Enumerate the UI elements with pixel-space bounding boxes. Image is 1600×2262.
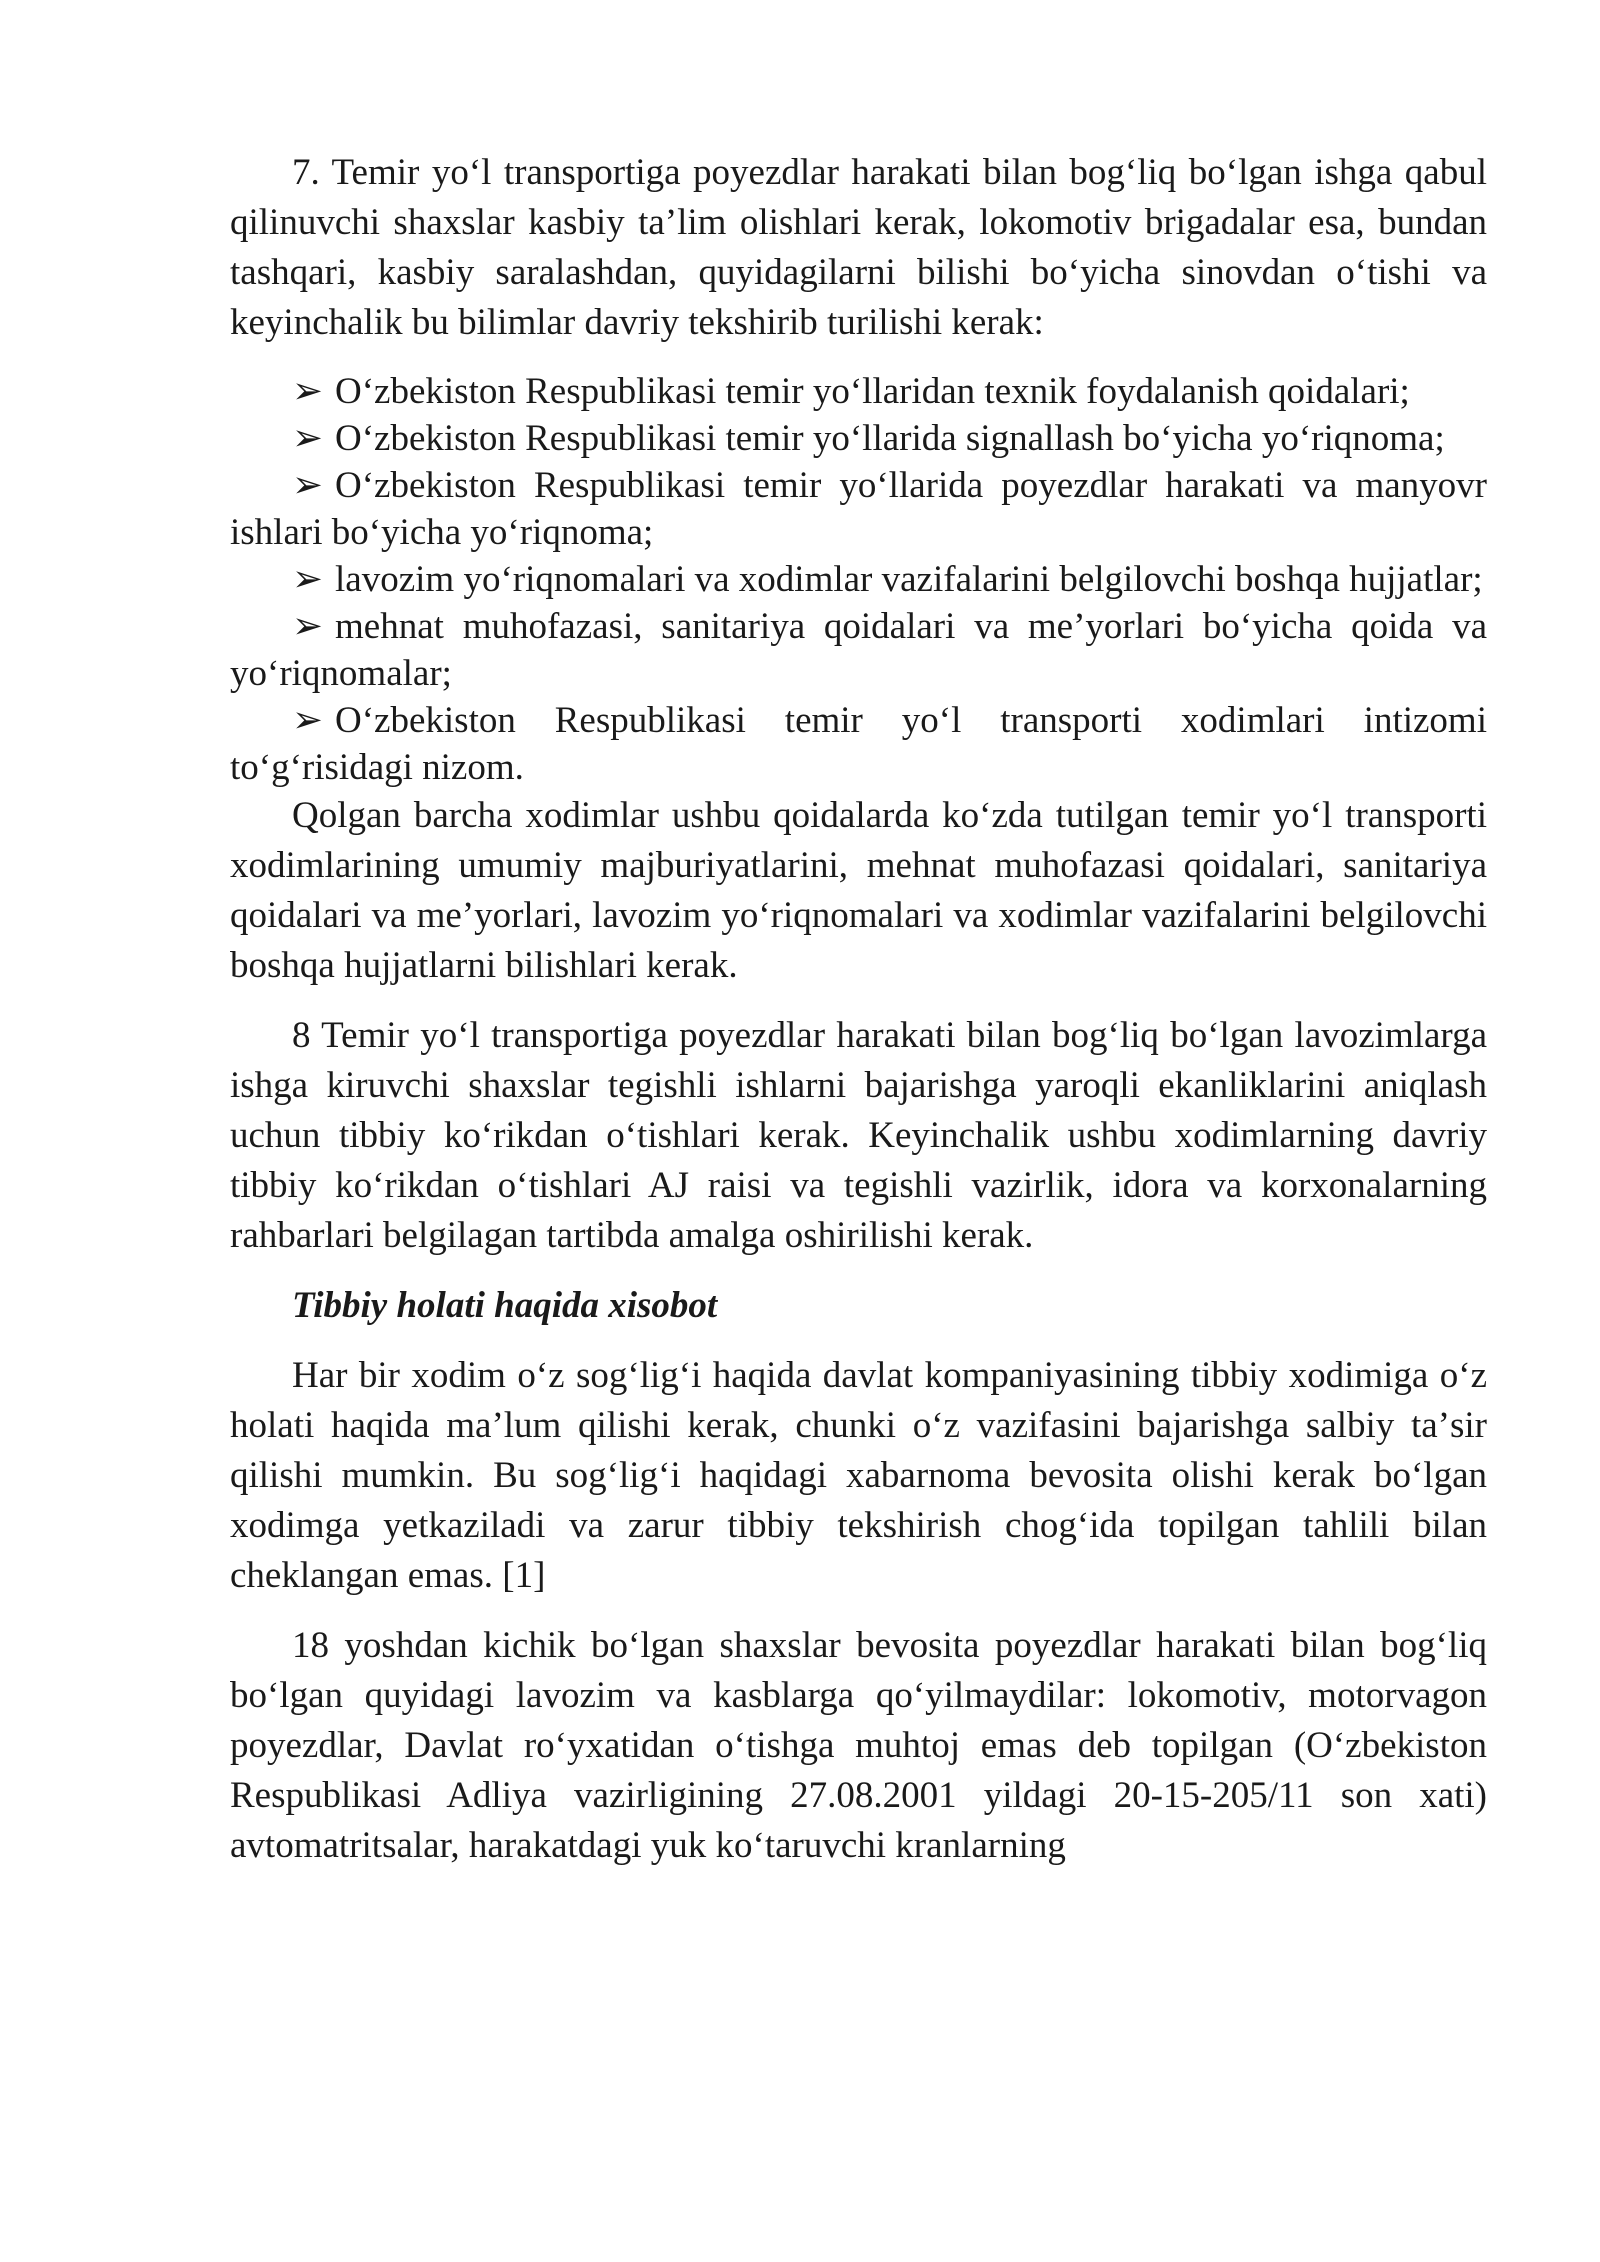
arrow-bullet-icon: ➢ [292,465,324,506]
arrow-bullet-icon: ➢ [292,606,324,647]
arrow-bullet-icon: ➢ [292,418,324,459]
list-item-text: Oʻzbekiston Respublikasi temir yoʻllarida poyezdlar harakati va manyovr ishlari boʻyicha yoʻriqnoma; [230,465,1487,553]
arrow-bullet-icon: ➢ [292,700,324,741]
medical-report-heading: Tibbiy holati haqida xisobot [292,1285,718,1326]
list-item [230,697,1487,791]
section-7-intro: 7. Temir yoʻl transportiga poyezdlar harakati bilan bogʻliq boʻlgan ishga qabul qilinuvchi shaxslar kasbiy taʼlim olishlari kerak, lokomotiv brigadalar esa, bundan tashqari, kasbiy saralashdan, quyidagilarni bilishi boʻyicha sinovdan oʻtishi va keyinchalik bu bilimlar davriy tekshirib turilishi kerak: [230,152,1487,343]
arrow-bullet-icon: ➢ [292,559,324,600]
list-item-text: Oʻzbekiston Respublikasi temir yoʻllarida signallash boʻyicha yoʻriqnoma; [335,418,1445,459]
age-restriction-paragraph: 18 yoshdan kichik boʻlgan shaxslar bevosita poyezdlar harakati bilan bogʻliq boʻlgan quyidagi lavozim va kasblarga qoʻyilmaydilar: lokomotiv, motorvagon poyezdlar, Davlat roʻyxatidan oʻtishga muhtoj emas deb topilgan (Oʻzbekiston Respublikasi Adliya vazirligining 27.08.2001 yildagi 20-15-205/11 son xati) avtomatritsalar, harakatdagi yuk koʻtaruvchi kranlarning [230,1625,1487,1866]
arrow-bullet-icon: ➢ [292,371,324,412]
list-item [230,415,1487,462]
list-item [230,368,1487,415]
list-item [230,556,1487,603]
list-item-text: Oʻzbekiston Respublikasi temir yoʻllaridan texnik foydalanish qoidalari; [335,371,1410,412]
section-8-paragraph: 8 Temir yoʻl transportiga poyezdlar harakati bilan bogʻliq boʻlgan lavozimlarga ishga kiruvchi shaxslar tegishli ishlarni bajarishga yaroqli ekanliklarini aniqlash uchun tibbiy koʻrikdan oʻtishlari kerak. Keyinchalik ushbu xodimlarning davriy tibbiy koʻrikdan oʻtishlari AJ raisi va tegishli vazirlik, idora va korxonalarning rahbarlari belgilagan tartibda amalga oshirilishi kerak. [230,1015,1487,1256]
list-item-text: lavozim yoʻriqnomalari va xodimlar vazifalarini belgilovchi boshqa hujjatlar; [335,559,1483,600]
list-item [230,603,1487,697]
list-item-text: Oʻzbekiston Respublikasi temir yoʻl transporti xodimlari intizomi toʻgʻrisidagi nizom. [230,700,1487,788]
document-page [230,148,1487,1871]
section-7-closing: Qolgan barcha xodimlar ushbu qoidalarda koʻzda tutilgan temir yoʻl transporti xodimlarining umumiy majburiyatlarini, mehnat muhofazasi qoidalari, sanitariya qoidalari va meʼyorlari, lavozim yoʻriqnomalari va xodimlar vazifalarini belgilovchi boshqa hujjatlarni bilishlari kerak. [230,795,1487,986]
list-item [230,462,1487,556]
list-item-text: mehnat muhofazasi, sanitariya qoidalari va meʼyorlari boʻyicha qoida va yoʻriqnomalar; [230,606,1487,694]
medical-report-paragraph: Har bir xodim oʻz sogʻligʻi haqida davlat kompaniyasining tibbiy xodimiga oʻz holati haqida maʼlum qilishi kerak, chunki oʻz vazifasini bajarishga salbiy taʼsir qilishi mumkin. Bu sogʻligʻi haqidagi xabarnoma bevosita olishi kerak boʻlgan xodimga yetkaziladi va zarur tibbiy tekshirish chogʻida topilgan tahlili bilan cheklangan emas. [1] [230,1355,1487,1596]
